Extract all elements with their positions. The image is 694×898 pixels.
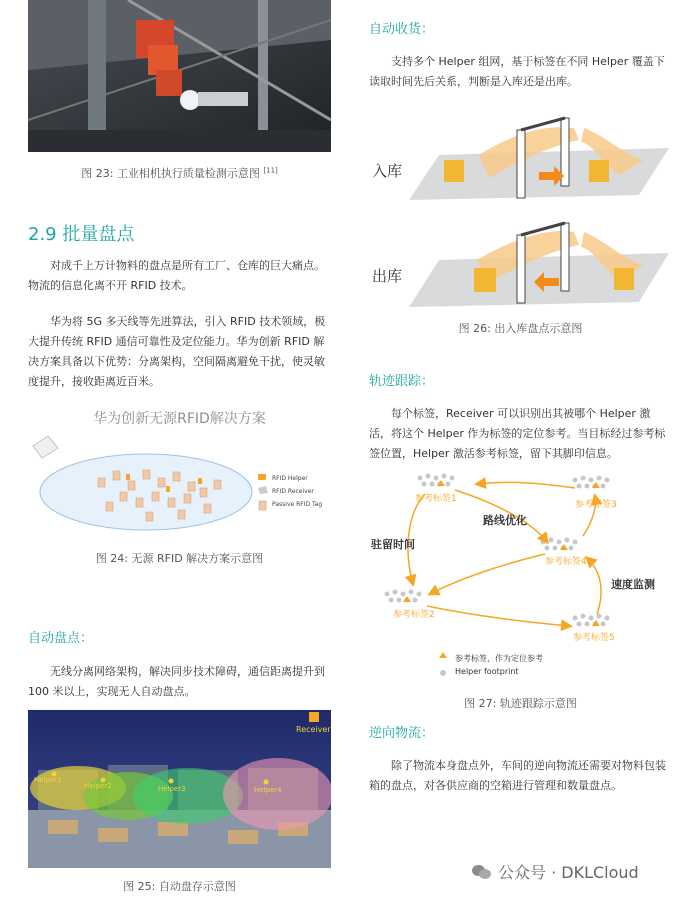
wechat-icon xyxy=(472,864,492,880)
fig25-caption: 图 25: 自动盘存示意图 xyxy=(123,880,236,893)
fig25-image xyxy=(28,710,331,868)
fig27-dwell-label: 驻留时间 xyxy=(371,538,415,551)
fig23-caption xyxy=(28,165,331,181)
fig23-ref: [11] xyxy=(263,166,278,175)
fig25-label-helper2: Helper2 xyxy=(84,782,112,790)
fig24-legend xyxy=(272,472,322,511)
fig25-label-helper3: Helper3 xyxy=(158,785,186,793)
fig27-node-3: 参考标签3 xyxy=(575,500,617,510)
auto-inventory-paragraph: 无线分离网络架构，解决同步技术障碍，通信距离提升到 100 米以上，实现无人自动盘点。 xyxy=(28,665,325,698)
fig26-out-label: 出库 xyxy=(372,267,403,285)
legend-rfid-receiver: RFID Receiver xyxy=(272,488,314,495)
reverse-paragraph: 除了物流本身盘点外，车间的逆向物流还需要对物料包装箱的盘点，对各供应商的空箱进行管理和数量盘点。 xyxy=(369,759,666,792)
fig27-legend-helper: Helper footprint xyxy=(455,667,519,676)
fig27-diagram xyxy=(365,466,675,686)
legend-rfid-helper: RFID Helper xyxy=(272,475,308,482)
fig27-node-2: 参考标签2 xyxy=(393,610,435,620)
tracking-paragraph: 每个标签，Receiver 可以识别出其被哪个 Helper 激活，将这个 Helper 作为标签的定位参考。当目标经过参考标签位置，Helper 激活参考标签，留下其脚印信息。 xyxy=(369,407,666,460)
legend-passive-tag: Passive RFID Tag xyxy=(272,501,323,508)
fig25-label-helper1: Helper1 xyxy=(34,776,62,784)
fig27-route-label: 路线优化 xyxy=(483,514,527,527)
auto-receive-paragraph: 支持多个 Helper 组网，基于标签在不同 Helper 覆盖下读取时间先后关系，判断是入库还是出库。 xyxy=(369,55,665,88)
fig23-caption-text: 图 23: 工业相机执行质量检测示意图 xyxy=(81,167,260,180)
fig26-diagram xyxy=(369,100,672,310)
fig25-label-receiver: Receiver xyxy=(296,725,331,734)
watermark-text: 公众号 · DKLCloud xyxy=(498,863,639,882)
section-title: 2.9 批量盘点 xyxy=(28,224,135,245)
fig24-title: 华为创新无源RFID解决方案 xyxy=(93,411,266,427)
auto-inventory-heading: 自动盘点： xyxy=(28,631,94,646)
fig24-caption: 图 24: 无源 RFID 解决方案示意图 xyxy=(95,552,264,565)
fig26-caption: 图 26: 出入库盘点示意图 xyxy=(458,322,583,335)
watermark xyxy=(472,860,639,883)
fig27-speed-label: 速度监测 xyxy=(611,578,655,591)
fig24-diagram xyxy=(28,402,331,532)
fig25-label-helper4: Helper4 xyxy=(254,786,282,794)
reverse-heading: 逆向物流： xyxy=(369,726,435,741)
intro-paragraph-2: 华为将 5G 多天线等先进算法，引入 RFID 技术领域，极大提升传统 RFID 通信可靠性及定位能力。华为创新 RFID 解决方案具备以下优势：分离架构，空间隔离避免干扰，使灵敏度提升，接收距离近百米。 xyxy=(28,315,326,388)
fig27-legend-ref: 参考标签，作为定位参考 xyxy=(455,654,543,663)
fig27-node-1: 参考标签1 xyxy=(415,494,457,504)
auto-receive-heading: 自动收货： xyxy=(369,22,435,37)
tracking-heading: 轨迹跟踪： xyxy=(369,374,435,389)
fig27-caption: 图 27: 轨迹跟踪示意图 xyxy=(464,697,577,710)
fig27-node-4: 参考标签4 xyxy=(545,557,587,567)
fig23-image xyxy=(28,0,331,152)
intro-paragraph-1: 对成千上万计物料的盘点是所有工厂、仓库的巨大痛点。物流的信息化离不开 RFID 技术。 xyxy=(28,259,325,292)
fig26-in-label: 入库 xyxy=(372,162,403,180)
fig27-node-5: 参考标签5 xyxy=(573,633,615,643)
